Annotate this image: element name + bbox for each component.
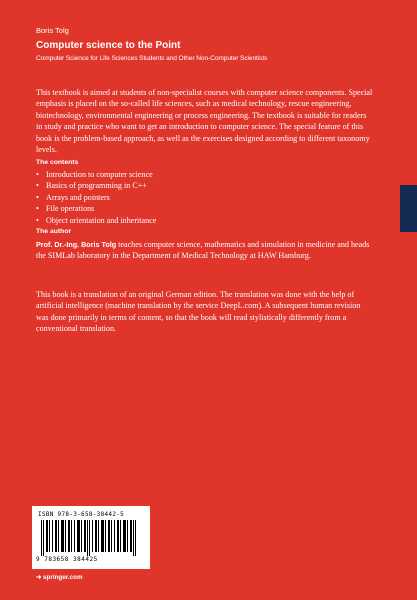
contents-heading: The contents [36, 159, 79, 166]
author-full-name: Prof. Dr.-Ing. Boris Tolg [36, 240, 117, 249]
book-subtitle: Computer Science for Life Sciences Students and Other Non-Computer Scientists [36, 55, 268, 62]
list-item: • Arrays and pointers [36, 192, 110, 202]
author-paragraph [36, 239, 374, 262]
contents-list [36, 169, 156, 226]
barcode-area [32, 506, 150, 569]
isbn-label: ISBN 978-3-658-38442-5 [38, 511, 125, 518]
bullet-icon: • [36, 192, 39, 202]
list-item: • Basics of programming in C++ [36, 181, 147, 191]
arrow-icon: ➜ [36, 574, 44, 581]
book-title: Computer science to the Point [36, 40, 181, 51]
bullet-icon: • [36, 170, 39, 179]
bullet-icon: • [36, 204, 39, 214]
author-bio: teaches computer science, mathematics and simulation in medicine and heads the SIMLab laboratory in the Department of Medical Technology at HAW Hamburg. [36, 240, 370, 261]
list-item: • File operations [36, 204, 95, 214]
barcode-digits: 9 783658 384425 [36, 556, 98, 563]
intro-paragraph: This textbook is aimed at students of non-specialist courses with computer science components. Special emphasis is placed on the so-called life sciences, such as medical technology, rescue engineering, biotechnology, environmental engineering or process engineering. The textbook is suitable for readers in study and practice who want to get an introduction to computer science. The special feature of this book is the problem-based approach, as well as the exercises designed according to different taxonomy levels. [36, 88, 373, 155]
list-item: • Introduction to computer science [36, 170, 153, 179]
author-heading: The author [36, 228, 72, 235]
author-name: Boris Tolg [36, 26, 69, 35]
translation-paragraph: This book is a translation of an original German edition. The translation was done with the help of artificial intelligence (machine translation by the service DeepL.com). A subsequent human revision was done primarily in terms of content, so that the book will read stylistically differently from a conventional translation. [36, 290, 361, 334]
bullet-icon: • [36, 215, 39, 225]
barcode-icon [38, 520, 144, 556]
list-item: • Object orientation and inheritance [36, 215, 157, 225]
color-tab [400, 185, 417, 232]
publisher-link[interactable]: ➜ springer.com [36, 574, 83, 581]
bullet-icon: • [36, 181, 39, 191]
